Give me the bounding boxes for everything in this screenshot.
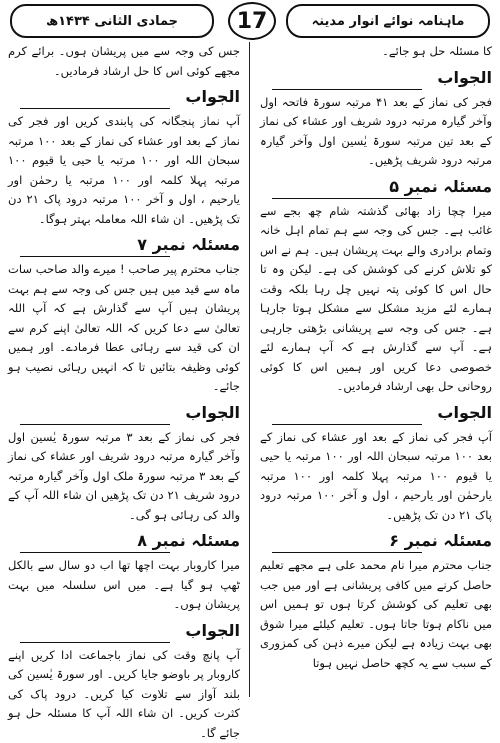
heading-underline: [20, 256, 170, 257]
section-heading-wrap: [260, 527, 492, 553]
section-heading-wrap: [8, 617, 240, 643]
section-heading-wrap: [260, 64, 492, 90]
heading-underline: [272, 552, 422, 553]
section-heading: الجواب: [437, 403, 492, 422]
body-paragraph: آپ فجر کی نماز کے بعد اور عشاء کی نماز کے بعد ۱۰۰ مرتبہ سبحان اللہ اور ۱۰۰ مرتبہ یا حیی یا قیوم ۱۰۰ مرتبہ پہلا کلمہ اور ۱۰۰ مرتبہ یارحمٰن اور یارحیم ، اول و آخر ۱۰۰ مرتبہ درود پاک ۲۱ دن تک پڑھیں۔: [260, 428, 492, 526]
section-heading: مسئلہ نمبر ۵: [389, 177, 492, 196]
section-heading: الجواب: [437, 68, 492, 87]
body-paragraph: آپ پانچ وقت کی نماز باجماعت ادا کریں اپنے کاروبار پر باوضو جایا کریں۔ اور سورۃ یٰسین کی بلند آواز سے تلاوت کیا کریں۔ درود پاک کی کثرت کریں۔ ان شاء اللہ آپ کا مسئلہ حل ہو جائے گا۔: [8, 646, 240, 743]
body-paragraph: میرا چچا زاد بھائی گذشتہ شام چھ بجے سے غائب ہے۔ جس کی وجہ سے ہم تمام اہل خانہ وتمام برادری والے بہت پریشان ہیں۔ ہم نے اس کو تلاش کرنے کی کوشش کی ہے۔ لیکن وہ تا حال اس کا کوئی پتہ نہیں چل رہا بلکہ وقت ہمارے لئے مزید مشکل سے مشکل ہوتا جارہا ہے۔ جس کی وجہ سے پریشانی بڑھتی جارہی ہے۔ آپ سے گذارش ہے کہ آپ ہمارے لئے خصوصی دعا کریں اور ہمیں اس کا کوئی روحانی حل بھی ارشاد فرمادیں۔: [260, 202, 492, 397]
body-paragraph: جس کی وجہ سے میں پریشان ہوں۔ برائے کرم مجھے کوئی اس کا حل ارشاد فرمادیں۔: [8, 42, 240, 81]
section-heading: الجواب: [185, 403, 240, 422]
section-heading-wrap: [8, 83, 240, 109]
issue-date: جمادی الثانی ۱۴۳۴ھ: [10, 4, 214, 38]
page-header: [10, 4, 490, 36]
section-heading: مسئلہ نمبر ۷: [137, 235, 240, 254]
body-paragraph: کا مسئلہ حل ہو جائے۔: [260, 42, 492, 62]
heading-underline: [272, 89, 422, 90]
heading-underline: [20, 642, 170, 643]
left-column: [8, 42, 240, 702]
body-paragraph: میرا کاروبار بہت اچھا تھا اب دو سال سے بالکل ٹھپ ہو گیا ہے۔ میں اس سلسلہ میں بہت پریشان ہوں۔: [8, 556, 240, 615]
heading-underline: [272, 424, 422, 425]
section-heading-wrap: [8, 399, 240, 425]
section-heading: الجواب: [185, 621, 240, 640]
section-heading: مسئلہ نمبر ۸: [137, 531, 240, 550]
body-paragraph: فجر کی نماز کے بعد ۴۱ مرتبہ سورۃ فاتحہ اول وآخر گیارہ مرتبہ درود شریف اور عشاء کی نماز کے بعد تین مرتبہ سورۃ یٰسین اول وآخر گیارہ مرتبہ درود شریف پڑھیں۔: [260, 93, 492, 171]
column-divider: [249, 42, 250, 697]
section-heading-wrap: [8, 527, 240, 553]
section-heading: الجواب: [185, 87, 240, 106]
page-number: 17: [228, 2, 276, 40]
heading-underline: [20, 424, 170, 425]
heading-underline: [20, 108, 170, 109]
section-heading-wrap: [260, 399, 492, 425]
body-paragraph: جناب محترم میرا نام محمد علی ہے مجھے تعلیم حاصل کرنے میں کافی پریشانی ہے اور میں جب بھی تعلیم کی کوشش کرتا ہوں تو ہمیں اس میں ناکام ہوتا جاتا ہوں۔ تعلیم کیلئے میرا شوق بھی بہت زیادہ ہے لیکن میرے ذہن کی کمزوری کے سبب سے یہ کچھ حاصل نہیں ہوتا: [260, 556, 492, 673]
body-paragraph: جناب محترم پیر صاحب ! میرے والد صاحب سات ماہ سے قید میں ہیں جس کی وجہ سے ہم بہت پریشان ہیں آپ سے گذارش ہے کہ آپ اللہ تعالیٰ سے دعا کریں کہ اللہ تعالیٰ اپنے کرم سے ان کی قید سے رہائی عطا فرمادے۔ اور ہمیں کوئی وظیفہ بتائیں تا کہ انہیں رہائی نصیب ہو جائے۔: [8, 260, 240, 397]
body-paragraph: آپ نماز پنجگانہ کی پابندی کریں اور فجر کی نماز کے بعد اور عشاء کی نماز کے بعد ۱۰۰ مرتبہ سبحان اللہ اور ۱۰۰ مرتبہ یا حیی یا قیوم ۱۰۰ مرتبہ پہلا کلمہ اور ۱۰۰ مرتبہ یا رحمٰن اور یارحیم ، اول و آخر ۱۰۰ مرتبہ درود پاک ۲۱ دن تک پڑھیں۔ ان شاء اللہ معاملہ بہتر ہوگا۔: [8, 112, 240, 229]
section-heading-wrap: [8, 231, 240, 257]
body-paragraph: فجر کی نماز کے بعد ۳ مرتبہ سورۃ یٰسین اول وآخر گیارہ مرتبہ درود شریف اور عشاء کی نماز کے بعد ۳ مرتبہ سورۃ ملک اول وآخر گیارہ مرتبہ درود شریف ۲۱ دن تک پڑھیں ان شاء اللہ آپ کے والد کی رہائی ہو گی۔: [8, 428, 240, 526]
heading-underline: [20, 552, 170, 553]
right-column: [260, 42, 492, 702]
heading-underline: [272, 198, 422, 199]
magazine-name: ماہنامہ نوائے انوار مدینہ: [286, 4, 490, 38]
section-heading-wrap: [260, 173, 492, 199]
section-heading: مسئلہ نمبر ۶: [389, 531, 492, 550]
